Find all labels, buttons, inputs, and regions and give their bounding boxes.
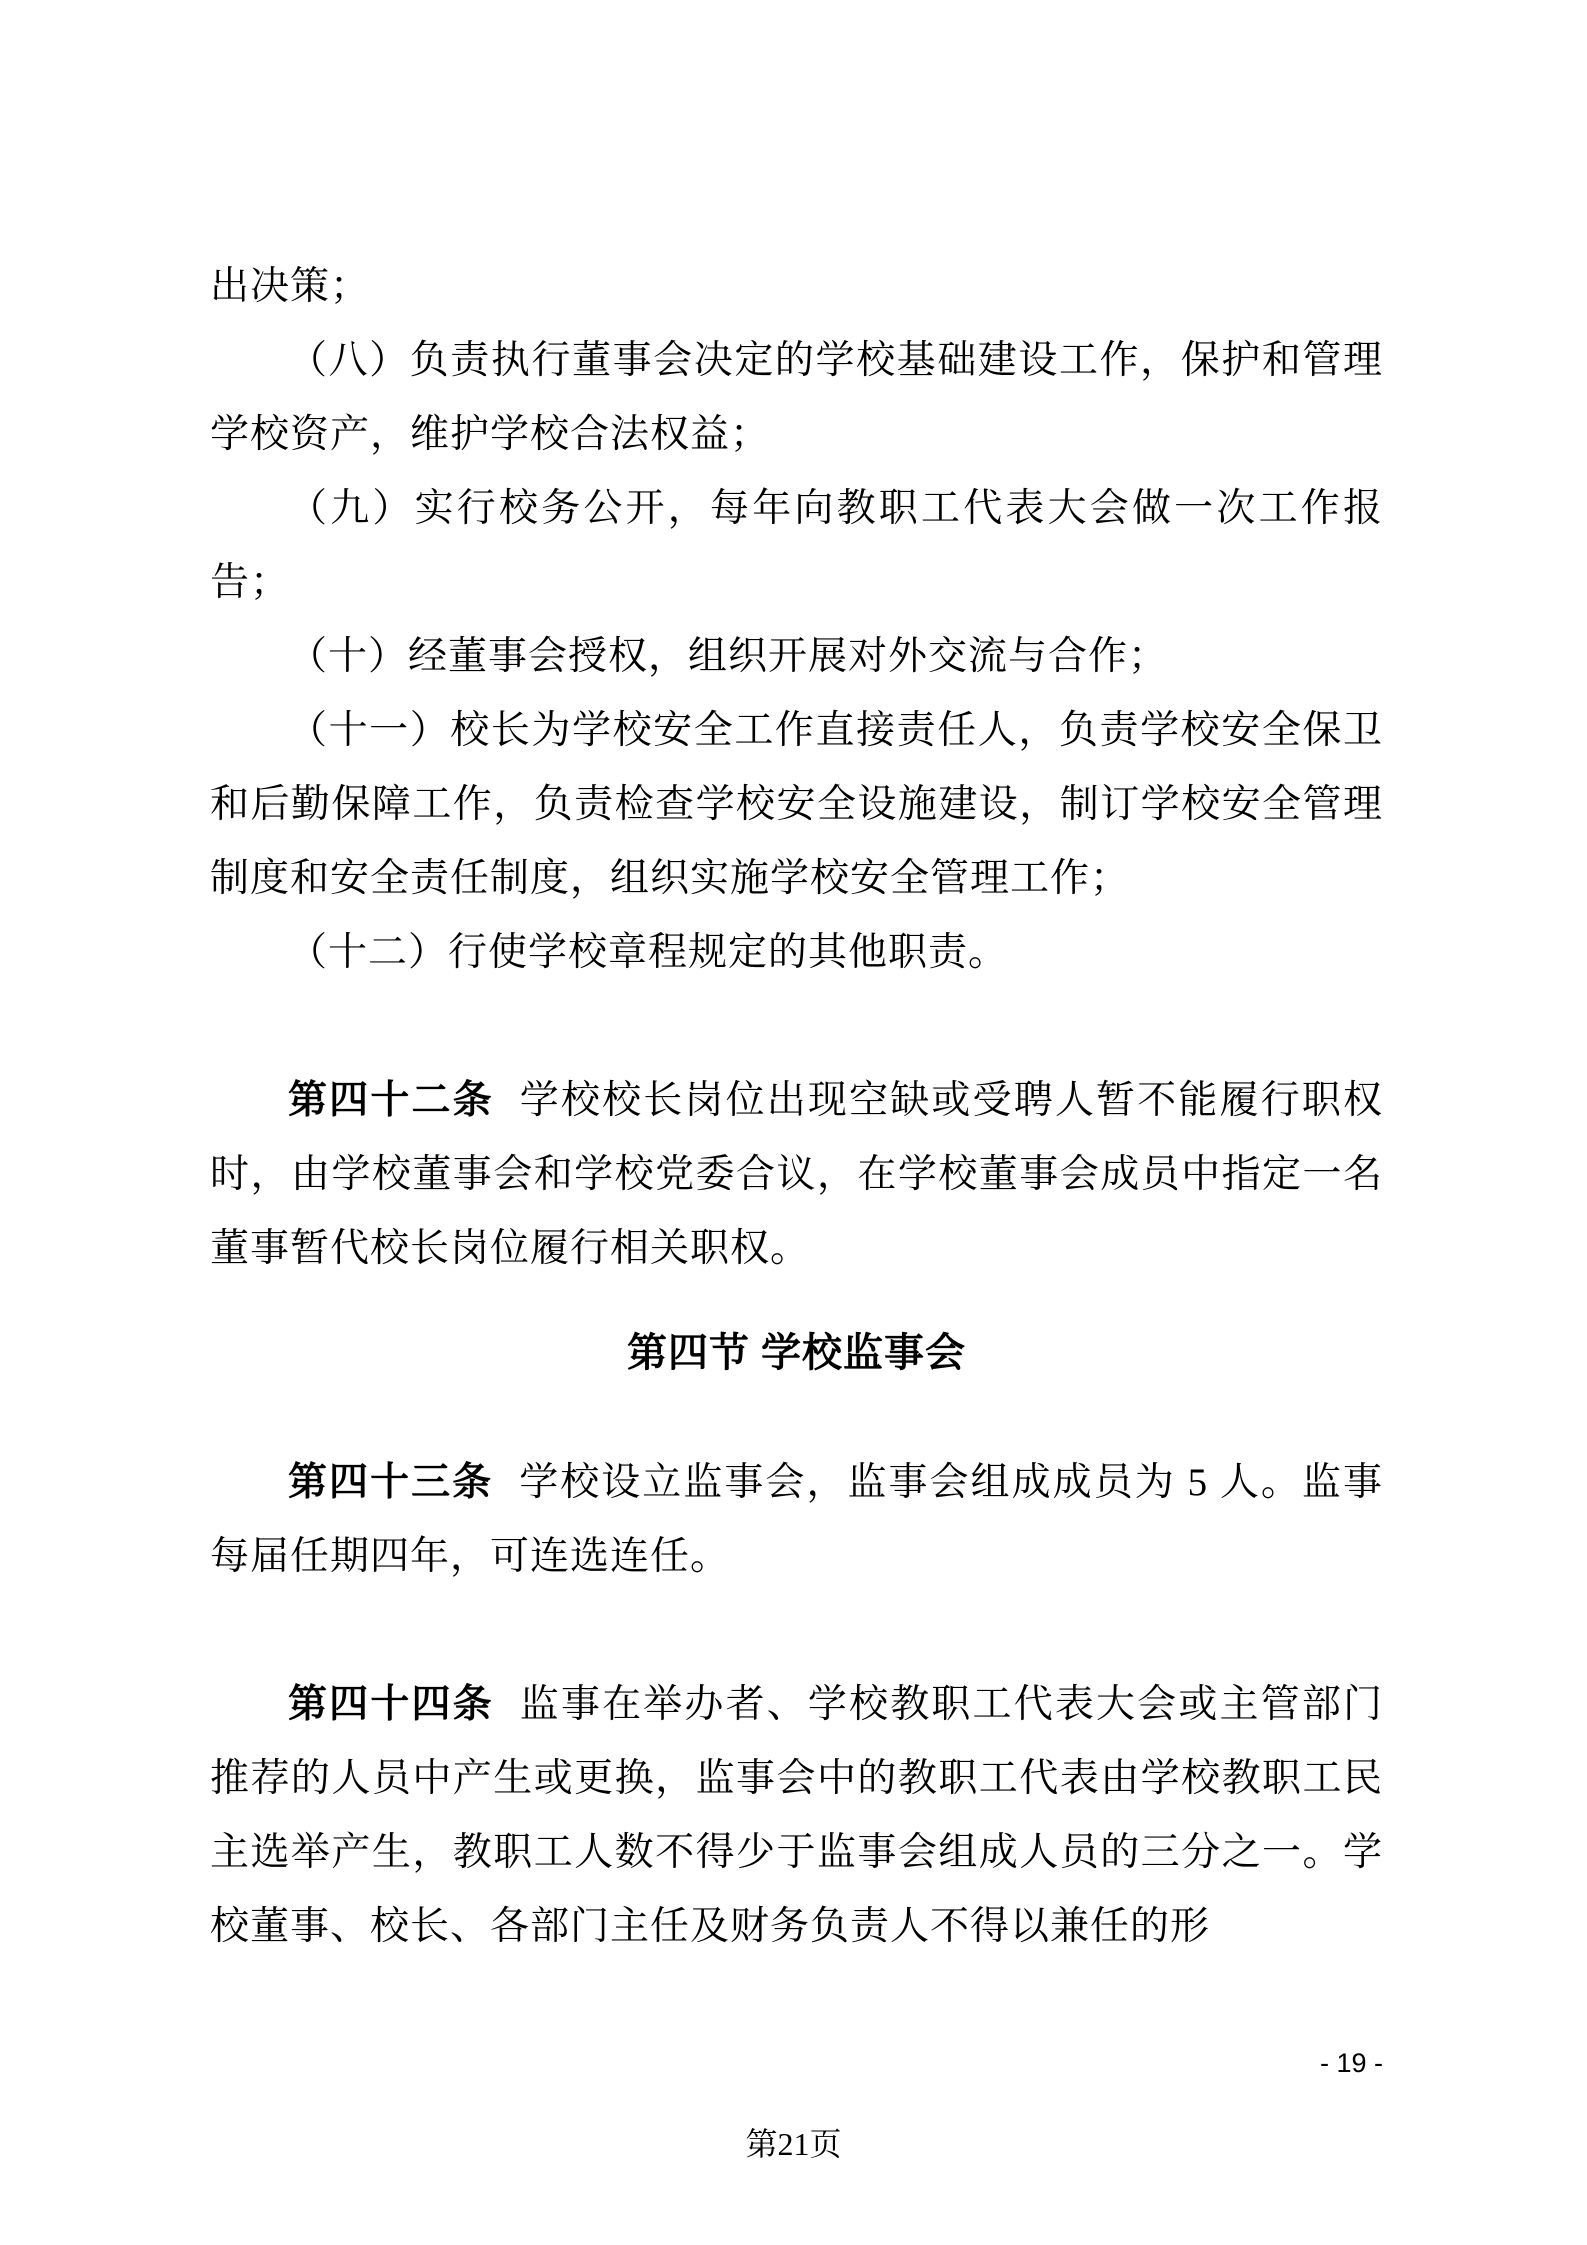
paragraph-item-12: （十二）行使学校章程规定的其他职责。 [288,931,1009,974]
paragraph-item-8: （八）负责执行董事会决定的学校基础建设工作，保护和管理学校资产，维护学校合法权益； [210,339,1383,456]
footer-page-label: 第21页 [745,2126,842,2162]
document-body [210,250,1383,1964]
paragraph-article-42 [210,1064,1383,1286]
paragraph-article-44 [210,1668,1383,1964]
paragraph-item-11: （十一）校长为学校安全工作直接责任人，负责学校安全保卫和后勤保障工作，负责检查学校安全设施建设，制订学校安全管理制度和安全责任制度，组织实施学校安全管理工作； [210,709,1383,900]
article-43-number: 第四十三条 [288,1461,494,1504]
article-42-number: 第四十二条 [288,1079,494,1122]
paragraph-article-43 [210,1446,1383,1594]
article-44-number: 第四十四条 [288,1683,494,1726]
article-43-text: 学校设立监事会，监事会组成成员为 5 人。监事每届任期四年，可连选连任。 [210,1461,1383,1578]
article-42-text: 学校校长岗位出现空缺或受聘人暂不能履行职权时，由学校董事会和学校党委合议，在学校董事会成员中指定一名董事暂代校长岗位履行相关职权。 [210,1079,1383,1270]
article-44-text: 监事在举办者、学校教职工代表大会或主管部门推荐的人员中产生或更换，监事会中的教职工代表由学校教职工民主选举产生，教职工人数不得少于监事会组成人员的三分之一。学校董事、校长、各部门主任及财务负责人不得以兼任的形 [210,1683,1383,1948]
paragraph-item-9: （九）实行校务公开，每年向教职工代表大会做一次工作报告； [210,487,1383,604]
paragraph-item-10: （十）经董事会授权，组织开展对外交流与合作； [288,635,1169,678]
section-heading: 第四节 学校监事会 [627,1330,966,1375]
page-number-marker: - 19 - [1319,2048,1383,2078]
paragraph-continuation: 出决策； [210,265,371,308]
